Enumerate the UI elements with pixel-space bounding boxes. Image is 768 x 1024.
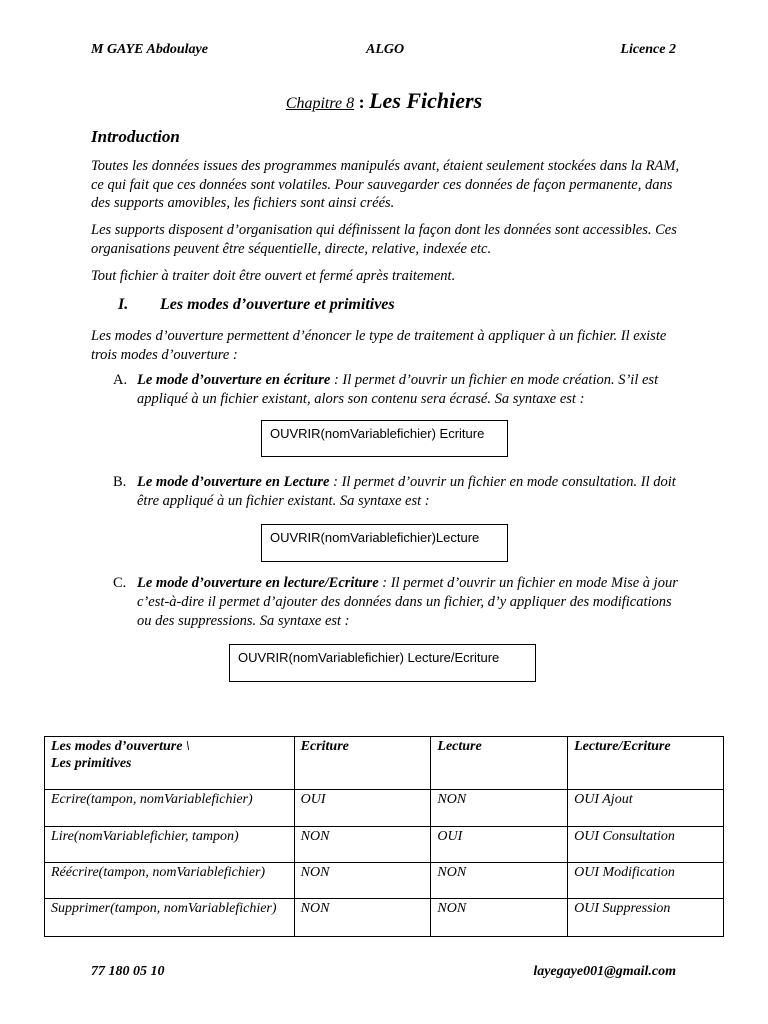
section-heading <box>118 296 395 314</box>
table-header-cell <box>45 737 295 790</box>
table-cell: NON <box>431 790 568 827</box>
table-header-cell: Lecture <box>431 737 568 790</box>
intro-paragraph-2: Les supports disposent d’organisation qui définissent la façon dont les données sont accessibles. Ces organisations peuvent être séquentielle, directe, relative, indexée etc. <box>91 222 677 257</box>
page-title <box>0 88 768 114</box>
mode-description: : Il permet d’ouvrir un fichier en mode consultation. Il doit être appliqué à un fichier existant. Sa syntaxe est : <box>137 474 676 509</box>
mode-letter: C. <box>113 575 127 591</box>
intro-paragraph-1: Toutes les données issues des programmes manipulés avant, étaient seulement stockées dans la RAM, ce qui fait que ces données sont volatiles. Pour sauvegarder ces données de façon permanente, dans des supports amovibles, les fichiers sont ainsi créés. <box>91 158 680 211</box>
mode-item-a <box>113 371 683 409</box>
table-cell: Lire(nomVariablefichier, tampon) <box>45 827 295 863</box>
table-cell: Supprimer(tampon, nomVariablefichier) <box>45 899 295 937</box>
table-cell: OUI Modification <box>568 863 724 899</box>
table-cell: OUI <box>294 790 431 827</box>
table-header-row <box>45 737 724 790</box>
chapter-title: Les Fichiers <box>369 88 483 113</box>
table-cell: NON <box>294 863 431 899</box>
table-cell: NON <box>294 899 431 937</box>
table-cell: OUI Ajout <box>568 790 724 827</box>
table-row <box>45 899 724 937</box>
syntax-box-lecture: OUVRIR(nomVariablefichier)Lecture <box>261 524 508 562</box>
chapter-label: Chapitre 8 <box>285 95 355 112</box>
mode-item-c <box>113 574 683 631</box>
section-intro: Les modes d’ouverture permettent d’énoncer le type de traitement à appliquer à un fichier. Il existe trois modes d’ouverture : <box>91 328 667 363</box>
table-cell: OUI Suppression <box>568 899 724 937</box>
table-cell: NON <box>294 827 431 863</box>
mode-letter: B. <box>113 474 127 490</box>
table-cell: OUI <box>431 827 568 863</box>
mode-label: Le mode d’ouverture en écriture <box>137 372 331 388</box>
header-level: Licence 2 <box>620 42 676 57</box>
table-row <box>45 827 724 863</box>
table-row <box>45 863 724 899</box>
table-cell: NON <box>431 863 568 899</box>
table-header-cell: Lecture/Ecriture <box>568 737 724 790</box>
table-row <box>45 790 724 827</box>
syntax-box-ecriture: OUVRIR(nomVariablefichier) Ecriture <box>261 420 508 457</box>
mode-letter: A. <box>113 372 128 388</box>
header-modes-label: Les modes d’ouverture \ <box>51 739 190 754</box>
mode-description: : Il permet d’ouvrir un fichier en mode Mise à jour c’est-à-dire il permet d’ajouter des données dans un fichier, d’y appliquer des modifications ou des suppressions. Sa syntaxe est : <box>137 575 678 629</box>
header-primitives-label: Les primitives <box>51 756 132 771</box>
mode-item-b <box>113 473 683 511</box>
intro-paragraph-3: Tout fichier à traiter doit être ouvert et fermé après traitement. <box>91 268 456 284</box>
mode-description: : Il permet d’ouvrir un fichier en mode création. S’il est appliqué à un fichier existant, alors son contenu sera écrasé. Sa syntaxe est : <box>137 372 659 407</box>
table-cell: Ecrire(tampon, nomVariablefichier) <box>45 790 295 827</box>
title-separator: : <box>354 92 370 112</box>
primitives-table <box>44 736 724 937</box>
table-cell: NON <box>431 899 568 937</box>
table-cell: Réécrire(tampon, nomVariablefichier) <box>45 863 295 899</box>
table-cell: OUI Consultation <box>568 827 724 863</box>
footer-email: layegaye001@gmail.com <box>533 964 676 979</box>
introduction-heading: Introduction <box>91 127 180 146</box>
mode-label: Le mode d’ouverture en Lecture <box>137 474 330 490</box>
mode-label: Le mode d’ouverture en lecture/Ecriture <box>137 575 379 591</box>
table-header-cell: Ecriture <box>294 737 431 790</box>
syntax-box-lecture-ecriture: OUVRIR(nomVariablefichier) Lecture/Ecriture <box>229 644 536 682</box>
section-title: Les modes d’ouverture et primitives <box>160 296 395 313</box>
header-course: ALGO <box>366 42 405 57</box>
header-author: M GAYE Abdoulaye <box>91 42 208 57</box>
section-number: I. <box>118 296 129 313</box>
footer-phone: 77 180 05 10 <box>91 964 165 979</box>
